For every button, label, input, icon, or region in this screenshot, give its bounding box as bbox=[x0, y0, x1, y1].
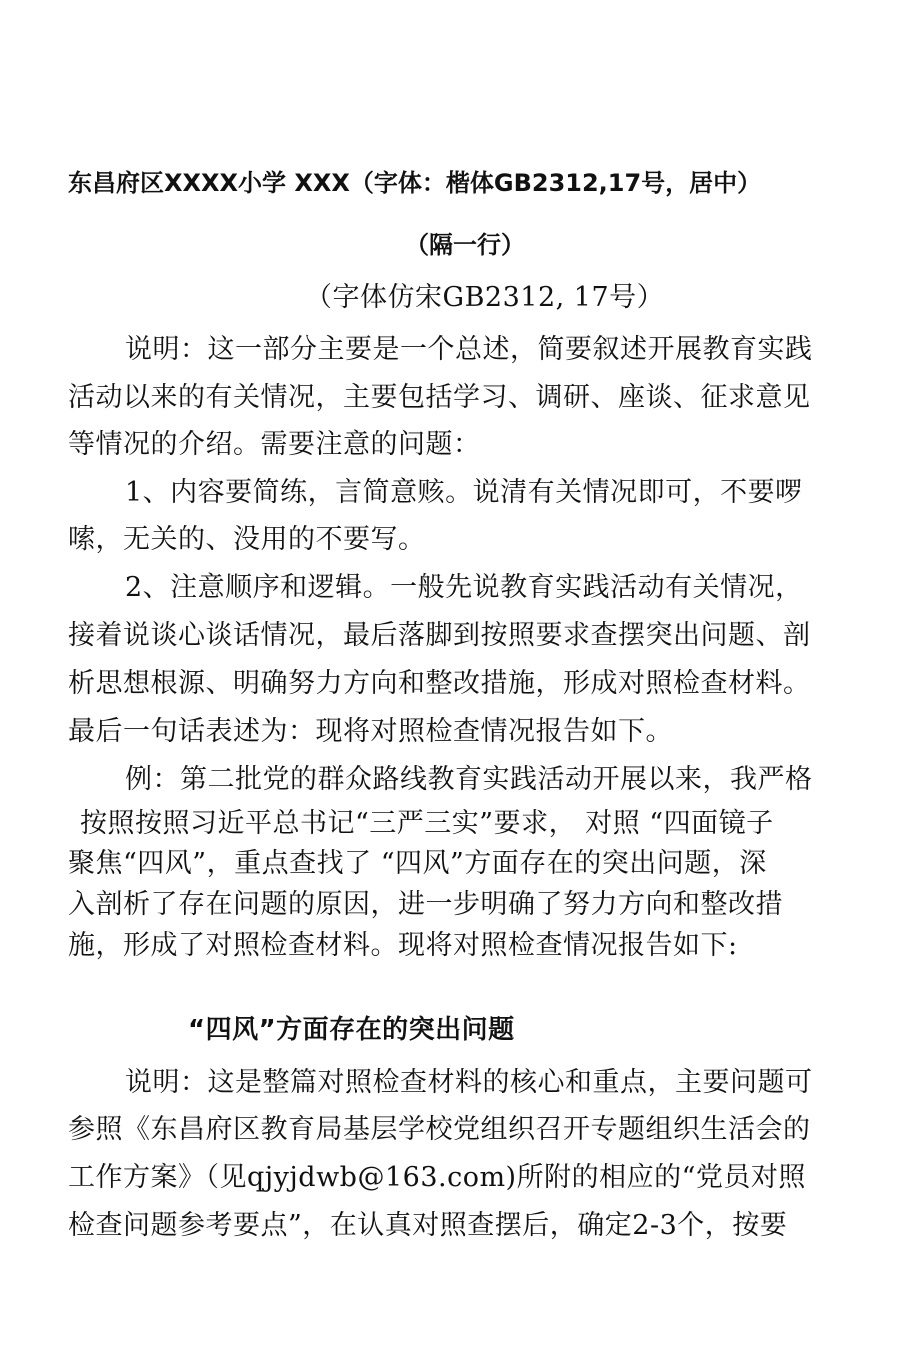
example-line-2: 按照按照习近平总书记“三严三实”要求， 对照 “四面镜子 bbox=[80, 808, 774, 839]
section-heading: “四风”方面存在的突出问题 bbox=[188, 1015, 515, 1045]
section-line-2: 参照《东昌府区教育局基层学校党组织召开专题组织生活会的 bbox=[68, 1114, 811, 1145]
example-line-1: 例：第二批党的群众路线教育实践活动开展以来，我严格 bbox=[125, 764, 813, 795]
example-line-3: 聚焦“四风”，重点查找了 “四风”方面存在的突出问题，深 bbox=[68, 848, 767, 879]
section-line-4: 检查问题参考要点”，在认真对照查摆后，确定2-3个，按要 bbox=[68, 1210, 788, 1241]
section-line-1: 说明：这是整篇对照检查材料的核心和重点，主要问题可 bbox=[125, 1067, 813, 1098]
example-line-4: 入剖析了存在问题的原因，进一步明确了努力方向和整改措 bbox=[68, 889, 783, 920]
intro-line-1: 说明：这一部分主要是一个总述，简要叙述开展教育实践 bbox=[125, 334, 813, 365]
example-line-5: 施，形成了对照检查材料。现将对照检查情况报告如下: bbox=[68, 930, 738, 961]
intro-line-9: 最后一句话表述为：现将对照检查情况报告如下。 bbox=[68, 716, 673, 747]
intro-line-4: 1、内容要简练，言简意赅。说清有关情况即可，不要啰 bbox=[125, 477, 803, 508]
section-line-3: 工作方案》（见qjyjdwb@163.com)所附的相应的“党员对照 bbox=[68, 1162, 806, 1193]
blank-line-note: （隔一行） bbox=[405, 231, 525, 259]
intro-line-8: 析思想根源、明确努力方向和整改措施，形成对照检查材料。 bbox=[68, 668, 811, 699]
intro-line-7: 接着说谈心谈话情况，最后落脚到按照要求查摆突出问题、剖 bbox=[68, 620, 811, 651]
intro-line-2: 活动以来的有关情况，主要包括学习、调研、座谈、征求意见 bbox=[68, 382, 811, 413]
school-title-line: 东昌府区XXXX小学 XXX（字体：楷体GB2312,17号，居中） bbox=[68, 169, 762, 197]
font-note: （字体仿宋GB2312, 17号） bbox=[305, 282, 665, 313]
intro-line-5: 嗦，无关的、没用的不要写。 bbox=[68, 524, 426, 555]
intro-line-6: 2、注意顺序和逻辑。一般先说教育实践活动有关情况， bbox=[125, 572, 803, 603]
intro-line-3: 等情况的介绍。需要注意的问题： bbox=[68, 429, 481, 460]
